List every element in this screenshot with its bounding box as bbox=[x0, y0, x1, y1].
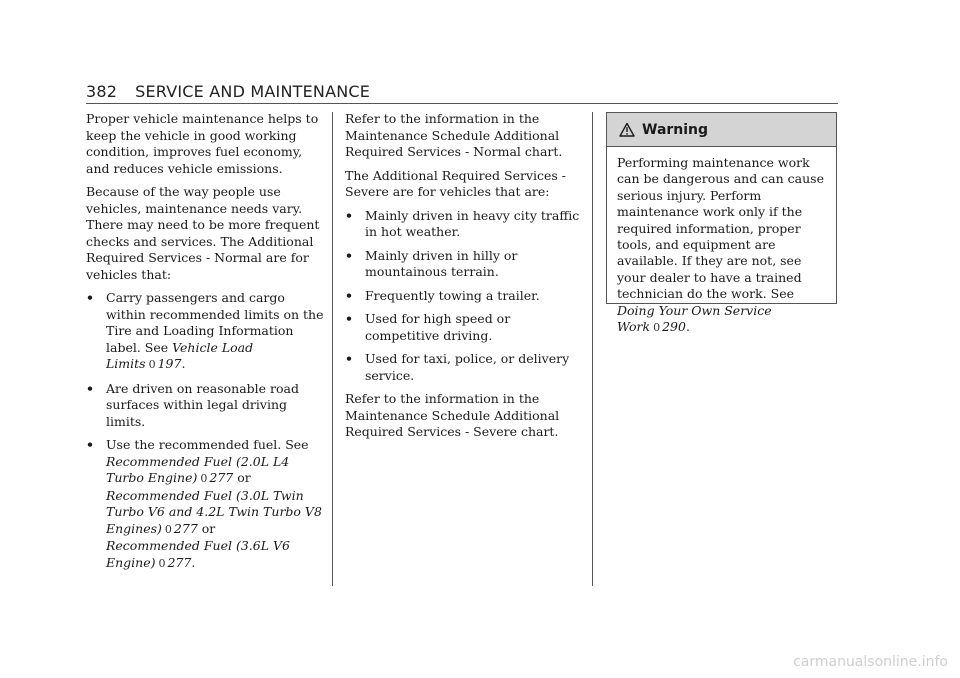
list-item: • Carry passengers and cargo within recommended limits on the Tire and Loading Information label. See Vehicle Load Limits 0 197. bbox=[86, 290, 324, 371]
list-item: • Mainly driven in hilly or mountainous terrain. bbox=[345, 247, 518, 279]
header-rule bbox=[86, 103, 838, 104]
warning-box bbox=[606, 112, 837, 335]
list-item: • Frequently towing a trailer. bbox=[345, 287, 540, 303]
severe-chart-reference: Refer to the information in the Maintenance Schedule Additional Required Services - Severe chart. bbox=[345, 391, 560, 439]
watermark: carmanualsonline.info bbox=[793, 654, 948, 670]
cross-reference-link[interactable]: Doing Your Own Service Work 0 290 bbox=[617, 302, 772, 335]
intro-paragraph: Proper vehicle maintenance helps to keep the vehicle in good working condition, improves fuel economy, and reduces vehicle emissions. bbox=[86, 111, 319, 176]
bullet-icon: • bbox=[345, 351, 353, 366]
warning-title: Warning bbox=[642, 121, 709, 138]
column-divider bbox=[592, 112, 593, 586]
cross-reference-link[interactable]: Recommended Fuel (3.6L V6 Engine) 0 277 bbox=[106, 538, 290, 570]
severe-services-paragraph: The Additional Required Services - Severe are for vehicles that are: bbox=[345, 167, 567, 199]
cross-reference-link[interactable]: Recommended Fuel (2.0L L4 Turbo Engine) 0 277 bbox=[106, 453, 290, 485]
column-middle bbox=[345, 111, 583, 448]
normal-conditions-list bbox=[86, 290, 324, 572]
bullet-icon: • bbox=[86, 380, 94, 396]
bullet-icon: • bbox=[345, 287, 353, 303]
bullet-icon: • bbox=[86, 437, 94, 452]
severe-conditions-list bbox=[345, 208, 583, 385]
cross-reference-link[interactable]: Vehicle Load Limits 0 197 bbox=[106, 339, 254, 371]
page-number: 382 bbox=[86, 82, 118, 101]
page-ref-arrow-icon: 0 bbox=[148, 358, 156, 371]
list-item: • Use the recommended fuel. See Recommended Fuel (2.0L L4 Turbo Engine) 0 277 or Recommended Fuel (3.0L Twin Turbo V6 and 4.2L Twin Turbo V8 Engines) 0 277 or Recommended Fuel (3.6L V6 Engine) 0 277. bbox=[86, 437, 322, 570]
bullet-icon: • bbox=[345, 247, 353, 263]
page-ref-arrow-icon: 0 bbox=[158, 556, 166, 570]
list-item: • Mainly driven in heavy city traffic in hot weather. bbox=[345, 207, 580, 239]
bullet-icon: • bbox=[345, 311, 353, 326]
page-ref-arrow-icon: 0 bbox=[164, 522, 172, 536]
column-left bbox=[86, 111, 324, 579]
page-ref-arrow-icon: 0 bbox=[200, 472, 208, 485]
warning-text: Performing maintenance work can be dangerous and can cause serious injury. Perform maintenance work only if the required information, proper tools, and equipment are available. If they are not, see your dealer to have a trained technician do the work. See Doing Your Own Service Work 0 290. bbox=[617, 155, 824, 335]
bullet-icon: • bbox=[345, 207, 353, 223]
list-item: • Used for taxi, police, or delivery service. bbox=[345, 351, 570, 383]
list-item: • Are driven on reasonable road surfaces within legal driving limits. bbox=[86, 380, 299, 429]
list-item: • Used for high speed or competitive driving. bbox=[345, 311, 511, 343]
column-divider bbox=[332, 112, 333, 586]
section-title: SERVICE AND MAINTENANCE bbox=[135, 82, 371, 101]
warning-header bbox=[607, 113, 836, 147]
warning-triangle-icon bbox=[619, 122, 635, 137]
normal-services-paragraph: Because of the way people use vehicles, maintenance needs vary. There may need to be more frequent checks and services. The Additional Required Services - Normal are for vehicles that: bbox=[86, 184, 320, 282]
page-header bbox=[86, 82, 838, 101]
bullet-icon: • bbox=[86, 290, 94, 305]
cross-reference-link[interactable]: Recommended Fuel (3.0L Twin Turbo V6 and 4.2L Twin Turbo V8 Engines) 0 277 bbox=[106, 487, 322, 536]
page-ref-arrow-icon: 0 bbox=[653, 321, 661, 335]
normal-chart-reference: Refer to the information in the Maintenance Schedule Additional Required Services - Normal chart. bbox=[345, 111, 563, 159]
